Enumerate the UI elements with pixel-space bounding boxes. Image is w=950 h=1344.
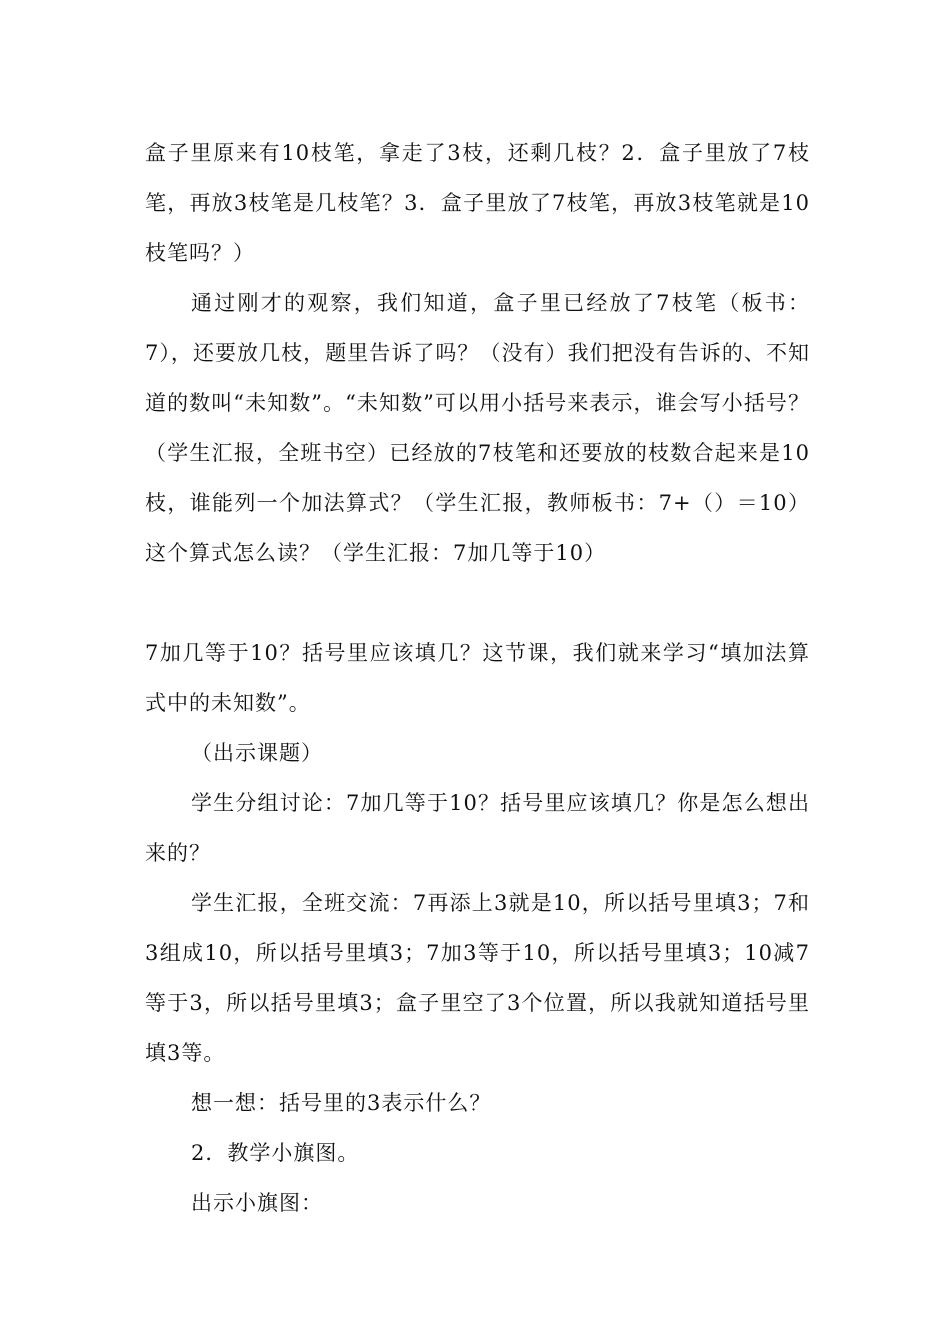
paragraph-4: （出示课题） (191, 741, 323, 765)
paragraph-3: 7加几等于10？括号里应该填几？这节课，我们就来学习“填加法算式中的未知数”。 (145, 641, 810, 715)
paragraph-9: 出示小旗图： (191, 1191, 323, 1215)
document-page (145, 128, 810, 1228)
paragraph-5: 学生分组讨论：7加几等于10？括号里应该填几？你是怎么想出来的？ (145, 791, 810, 865)
paragraph-2: 通过刚才的观察，我们知道，盒子里已经放了7枝笔（板书：7），还要放几枝，题里告诉了吗？（没有）我们把没有告诉的、不知道的数叫“未知数”。“未知数”可以用小括号来表示，谁会写小括号？（学生汇报，全班书空）已经放的7枝笔和还要放的枝数合起来是10枝，谁能列一个加法算式？（学生汇报，教师板书：7+（）＝10）这个算式怎么读？（学生汇报：7加几等于10） (145, 291, 810, 565)
paragraph-8: 2．教学小旗图。 (191, 1141, 360, 1165)
paragraph-6: 学生汇报，全班交流：7再添上3就是10，所以括号里填3；7和3组成10，所以括号里填3；7加3等于10，所以括号里填3；10减7等于3，所以括号里填3；盒子里空了3个位置，所以我就知道括号里填3等。 (145, 891, 810, 1065)
blank-line (145, 578, 810, 628)
paragraph-7: 想一想：括号里的3表示什么？ (191, 1091, 492, 1115)
paragraph-1: 盒子里原来有10枝笔，拿走了3枝，还剩几枝？2．盒子里放了7枝笔，再放3枝笔是几枝笔？3．盒子里放了7枝笔，再放3枝笔就是10枝笔吗？） (145, 141, 810, 265)
